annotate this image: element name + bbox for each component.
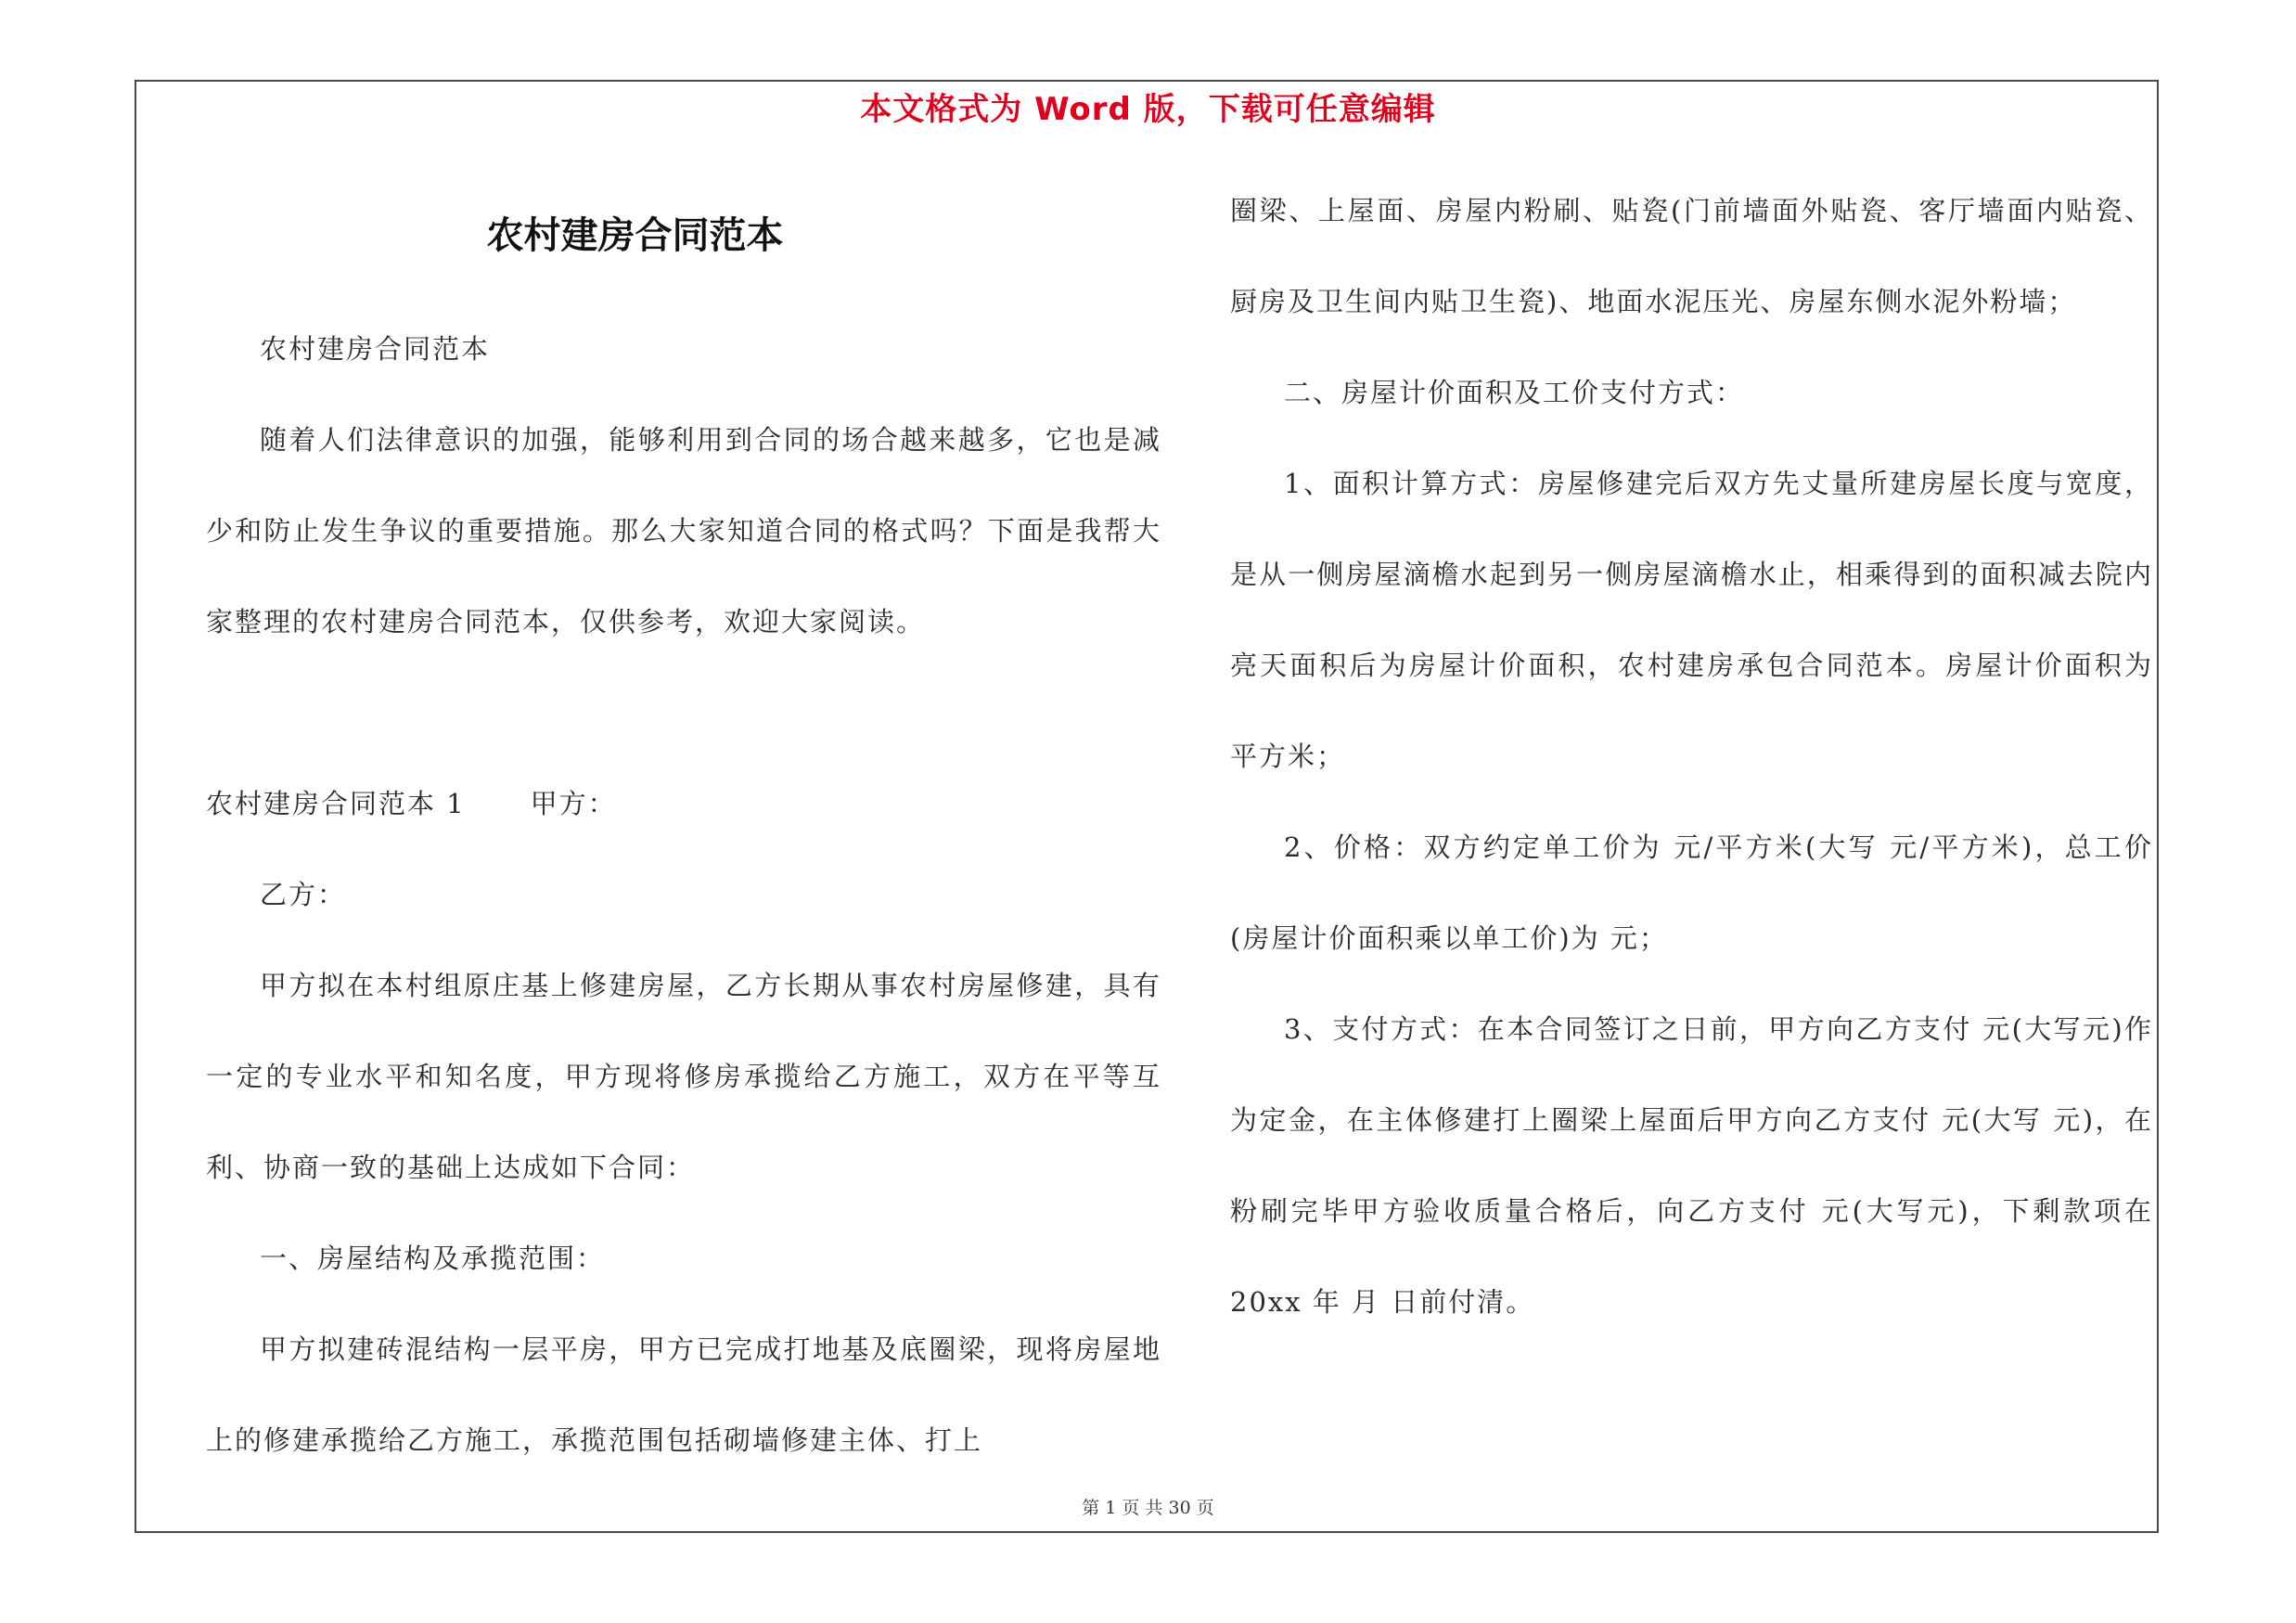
contract-heading-line [206,758,1161,849]
document-title: 农村建房合同范本 [486,214,784,257]
blank-line [206,667,1161,758]
preamble-paragraph: 甲方拟在本村组原庄基上修建房屋，乙方长期从事农村房屋修建，具有一定的专业水平和知名度，甲方现将修房承揽给乙方施工，双方在平等互利、协商一致的基础上达成如下合同： [206,970,1161,1183]
party-a-label: 甲方： [530,788,617,819]
area-calculation-paragraph: 1、面积计算方式：房屋修建完后双方先丈量所建房屋长度与宽度，是从一侧房屋滴檐水起到另一侧房屋滴檐水止，相乘得到的面积减去院内亮天面积后为房屋计价面积，农村建房承包合同范本。房屋计价面积为 平方米； [1230,468,2153,772]
contract-heading: 农村建房合同范本 1 [206,788,466,819]
left-column [206,303,1161,1486]
section-one-continued: 圈梁、上屋面、房屋内粉刷、贴瓷(门前墙面外贴瓷、客厅墙面内贴瓷、厨房及卫生间内贴卫生瓷)、地面水泥压光、房屋东侧水泥外粉墙； [1230,195,2153,317]
page-number-footer: 第 1 页 共 30 页 [1082,1498,1214,1518]
section-one-heading: 一、房屋结构及承揽范围： [260,1243,606,1274]
intro-paragraph: 随着人们法律意识的加强，能够利用到合同的场合越来越多，它也是减少和防止发生争议的重要措施。那么大家知道合同的格式吗？下面是我帮大家整理的农村建房合同范本，仅供参考，欢迎大家阅读。 [206,424,1161,638]
section-one-paragraph: 甲方拟建砖混结构一层平房，甲方已完成打地基及底圈梁，现将房屋地上的修建承揽给乙方施工，承揽范围包括砌墙修建主体、打上 [206,1333,1161,1456]
payment-paragraph: 3、支付方式：在本合同签订之日前，甲方向乙方支付 元(大写元)作为定金，在主体修建打上圈梁上屋面后甲方向乙方支付 元(大写 元)，在粉刷完毕甲方验收质量合格后，向乙方支付 元(大写元)，下剩款项在 20xx 年 月 日前付清。 [1230,1013,2153,1318]
section-two-heading: 二、房屋计价面积及工价支付方式： [1284,377,1745,408]
price-paragraph: 2、价格：双方约定单工价为 元/平方米(大写 元/平方米)，总工价(房屋计价面积乘以单工价)为 元； [1230,831,2153,954]
subtitle-paragraph: 农村建房合同范本 [260,333,491,365]
party-b-label: 乙方： [260,879,347,910]
right-column [1230,165,2153,1347]
format-notice-banner: 本文格式为 Word 版，下载可任意编辑 [860,91,1436,128]
